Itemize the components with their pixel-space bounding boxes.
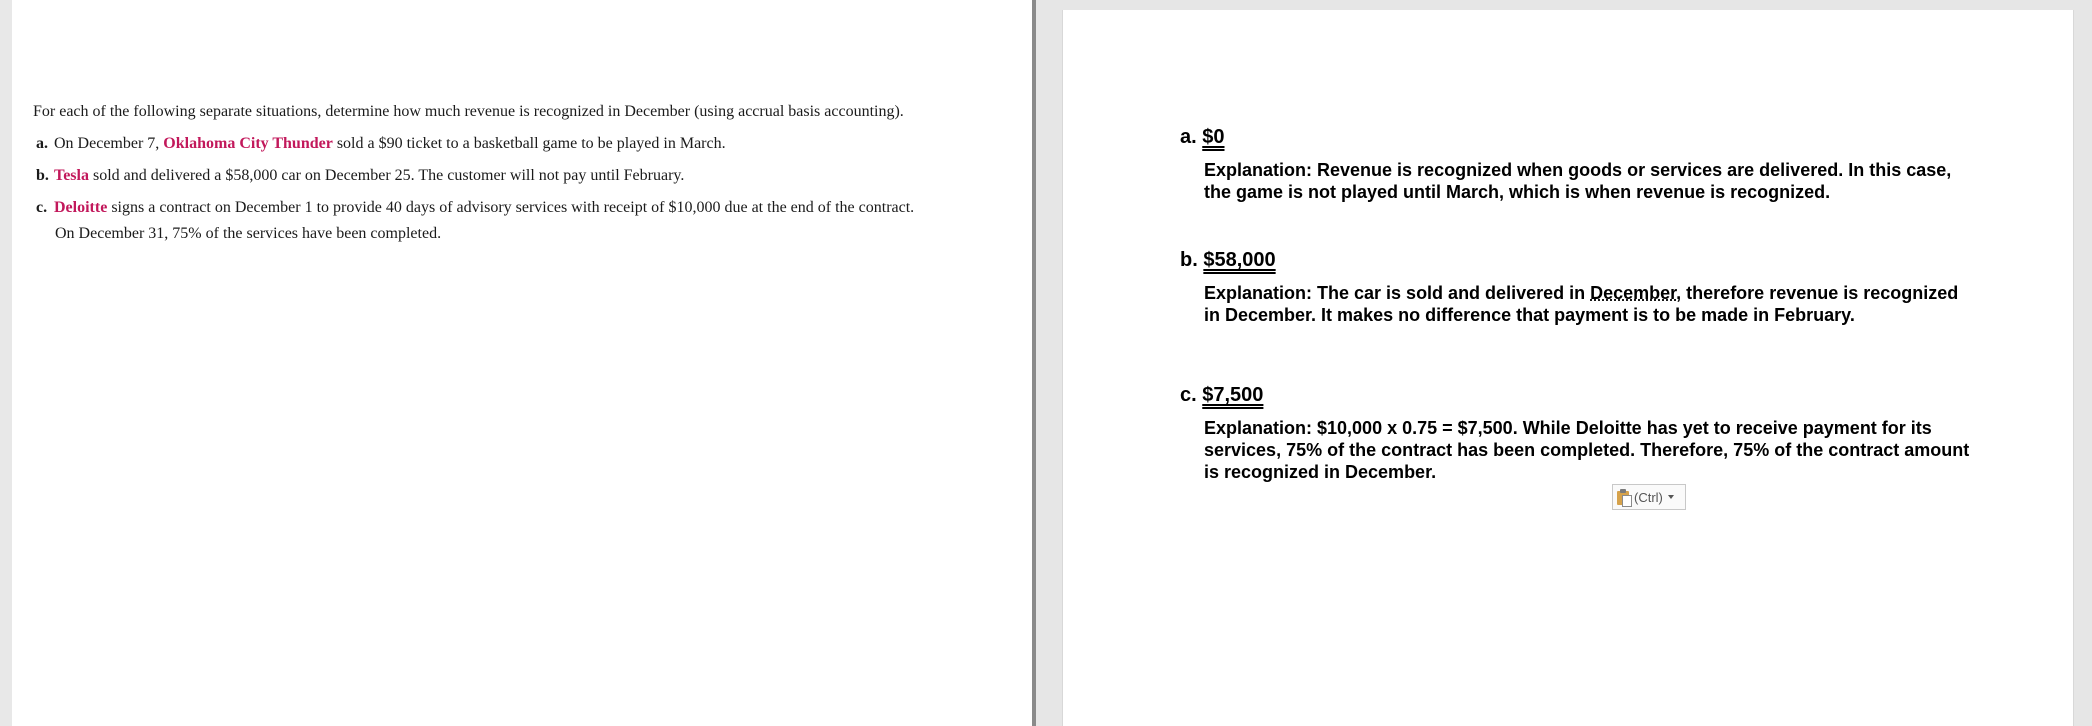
question-item-a xyxy=(33,132,1023,156)
brand-name[interactable]: Oklahoma City Thunder xyxy=(163,135,333,152)
explanation-underlined: December, xyxy=(1590,283,1682,303)
item-post-text: sold and delivered a $58,000 car on December 25. The customer will not pay until February. xyxy=(88,167,685,184)
answer-explanation xyxy=(1204,282,1974,326)
clipboard-icon xyxy=(1617,488,1631,506)
answer-letter: c. xyxy=(1180,384,1197,406)
item-letter: c. xyxy=(36,199,48,216)
question-intro: For each of the following separate situations, determine how much revenue is recognized in December (using accrual basis accounting). xyxy=(33,103,904,120)
answer-c xyxy=(1180,383,1980,483)
paste-options-label: (Ctrl) xyxy=(1634,489,1663,505)
item-letter: b. xyxy=(36,167,49,184)
item-pre-text: On December 7, xyxy=(54,135,164,152)
answer-explanation: Explanation: Revenue is recognized when goods or services are delivered. In this case, the game is not played until March, which is when revenue is recognized. xyxy=(1204,160,1952,202)
answer-a xyxy=(1180,125,1980,203)
answer-sheet xyxy=(1062,10,2074,726)
answer-b xyxy=(1180,248,1980,326)
brand-name[interactable]: Tesla xyxy=(54,167,89,184)
answer-amount: $0 xyxy=(1202,126,1225,148)
item-post-text: signs a contract on December 1 to provide 40 days of advisory services with receipt of $10,000 due at the end of the contract. xyxy=(107,199,915,216)
explanation-pre: Explanation: The car is sold and delivered in xyxy=(1204,283,1591,303)
answer-amount: $7,500 xyxy=(1202,384,1264,406)
paste-options-button[interactable] xyxy=(1612,484,1686,510)
answer-amount: $58,000 xyxy=(1203,249,1276,271)
question-item-b xyxy=(33,164,1023,188)
item-post-text: sold a $90 ticket to a basketball game to be played in March. xyxy=(332,135,726,152)
answer-explanation: Explanation: $10,000 x 0.75 = $7,500. While Deloitte has yet to receive payment for its services, 75% of the contract has been completed. Therefore, 75% of the contract amount is recognized in December. xyxy=(1204,418,1970,482)
answer-letter: b. xyxy=(1180,249,1198,271)
item-continuation: On December 31, 75% of the services have been completed. xyxy=(55,225,442,242)
brand-name[interactable]: Deloitte xyxy=(54,199,108,216)
item-letter: a. xyxy=(36,135,48,152)
answer-pane xyxy=(1036,0,2092,726)
answer-heading xyxy=(1180,383,1980,407)
answer-heading xyxy=(1180,248,1980,272)
question-content xyxy=(33,100,1023,254)
explanation-post: therefore revenue is recognized in December. It makes no difference that payment is to be made in February. xyxy=(1204,283,1959,325)
chevron-down-icon xyxy=(1668,495,1674,499)
answer-letter: a. xyxy=(1180,126,1197,148)
answer-heading xyxy=(1180,125,1980,149)
question-item-c xyxy=(33,196,1023,246)
